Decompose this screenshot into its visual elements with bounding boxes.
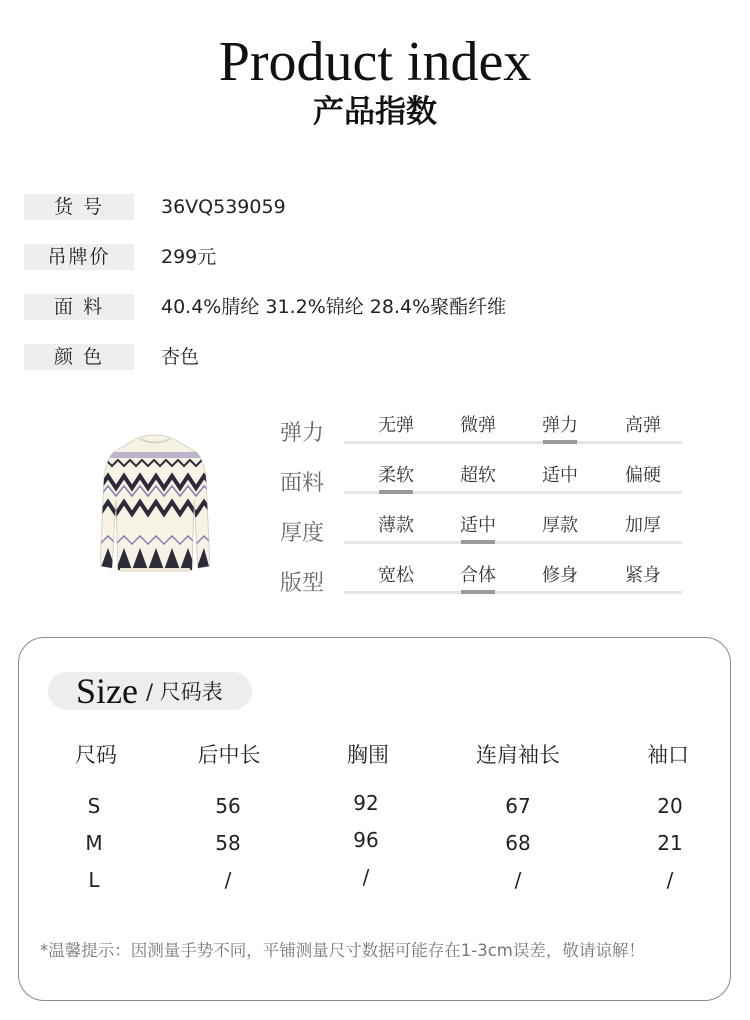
table-cell: 67 xyxy=(505,794,531,818)
table-cell: 56 xyxy=(215,794,241,818)
attr-track xyxy=(344,591,682,594)
info-value: 40.4%腈纶 31.2%锦纶 28.4%聚酯纤维 xyxy=(161,296,507,318)
product-sweater-image xyxy=(100,430,210,578)
attr-option: 超软 xyxy=(460,465,496,486)
table-cell: / xyxy=(224,868,232,892)
attr-option: 薄款 xyxy=(378,515,414,536)
table-cell: 92 xyxy=(353,791,379,815)
attr-option-selected: 合体 xyxy=(445,562,511,590)
table-cell: 68 xyxy=(505,831,531,855)
attr-option: 紧身 xyxy=(625,565,661,586)
info-value: 299元 xyxy=(161,246,217,268)
column-header-size: 尺码 xyxy=(75,743,117,767)
attr-name: 弹力 xyxy=(280,421,325,446)
measurement-note: *温馨提示：因测量手势不同，平铺测量尺寸数据可能存在1-3cm误差，敬请谅解！ xyxy=(40,941,645,960)
attr-option: 无弹 xyxy=(378,415,414,436)
table-cell: L xyxy=(88,868,100,892)
page-title-cn: 产品指数 xyxy=(313,94,437,130)
attr-option: 适中 xyxy=(542,465,578,486)
attr-row-softness xyxy=(280,462,690,502)
table-cell: 58 xyxy=(215,831,241,855)
attr-option: 偏硬 xyxy=(625,465,661,486)
page-title-en: Product index xyxy=(218,31,532,93)
attr-name: 面料 xyxy=(280,471,325,496)
info-value: 杏色 xyxy=(161,346,200,368)
attr-option-selected: 柔软 xyxy=(363,462,429,490)
attr-row-fit xyxy=(280,562,690,602)
info-label: 颜 色 xyxy=(24,344,134,370)
attr-name: 厚度 xyxy=(280,521,325,546)
attr-option: 修身 xyxy=(542,565,578,586)
attr-option-selected: 适中 xyxy=(445,512,511,540)
column-header-back-length: 后中长 xyxy=(197,743,261,767)
table-cell: S xyxy=(87,794,101,818)
attr-track xyxy=(344,441,682,444)
table-cell: M xyxy=(85,831,103,855)
attr-name: 版型 xyxy=(280,571,325,596)
info-label: 货 号 xyxy=(24,194,134,220)
attr-row-elasticity xyxy=(280,412,690,452)
table-cell: / xyxy=(666,868,674,892)
info-label: 面 料 xyxy=(24,294,134,320)
size-title-en: Size xyxy=(76,671,138,711)
table-cell: / xyxy=(362,865,370,889)
attr-row-thickness xyxy=(280,512,690,552)
attr-option: 宽松 xyxy=(378,565,414,586)
attr-option: 微弹 xyxy=(460,415,496,436)
attr-option: 高弹 xyxy=(625,415,661,436)
column-header-sleeve-length: 连肩袖长 xyxy=(476,743,560,767)
size-title-cn: / 尺码表 xyxy=(146,680,223,704)
attr-option: 加厚 xyxy=(625,515,661,536)
table-cell: 21 xyxy=(657,831,683,855)
attr-option-selected: 弹力 xyxy=(527,412,593,440)
attr-option: 厚款 xyxy=(542,515,578,536)
column-header-chest: 胸围 xyxy=(347,743,389,767)
table-cell: 20 xyxy=(657,794,683,818)
info-label: 吊牌价 xyxy=(24,244,134,270)
info-value: 36VQ539059 xyxy=(161,196,286,218)
table-cell: / xyxy=(514,868,522,892)
attr-track xyxy=(344,541,682,544)
column-header-cuff: 袖口 xyxy=(647,743,689,767)
table-cell: 96 xyxy=(353,828,379,852)
